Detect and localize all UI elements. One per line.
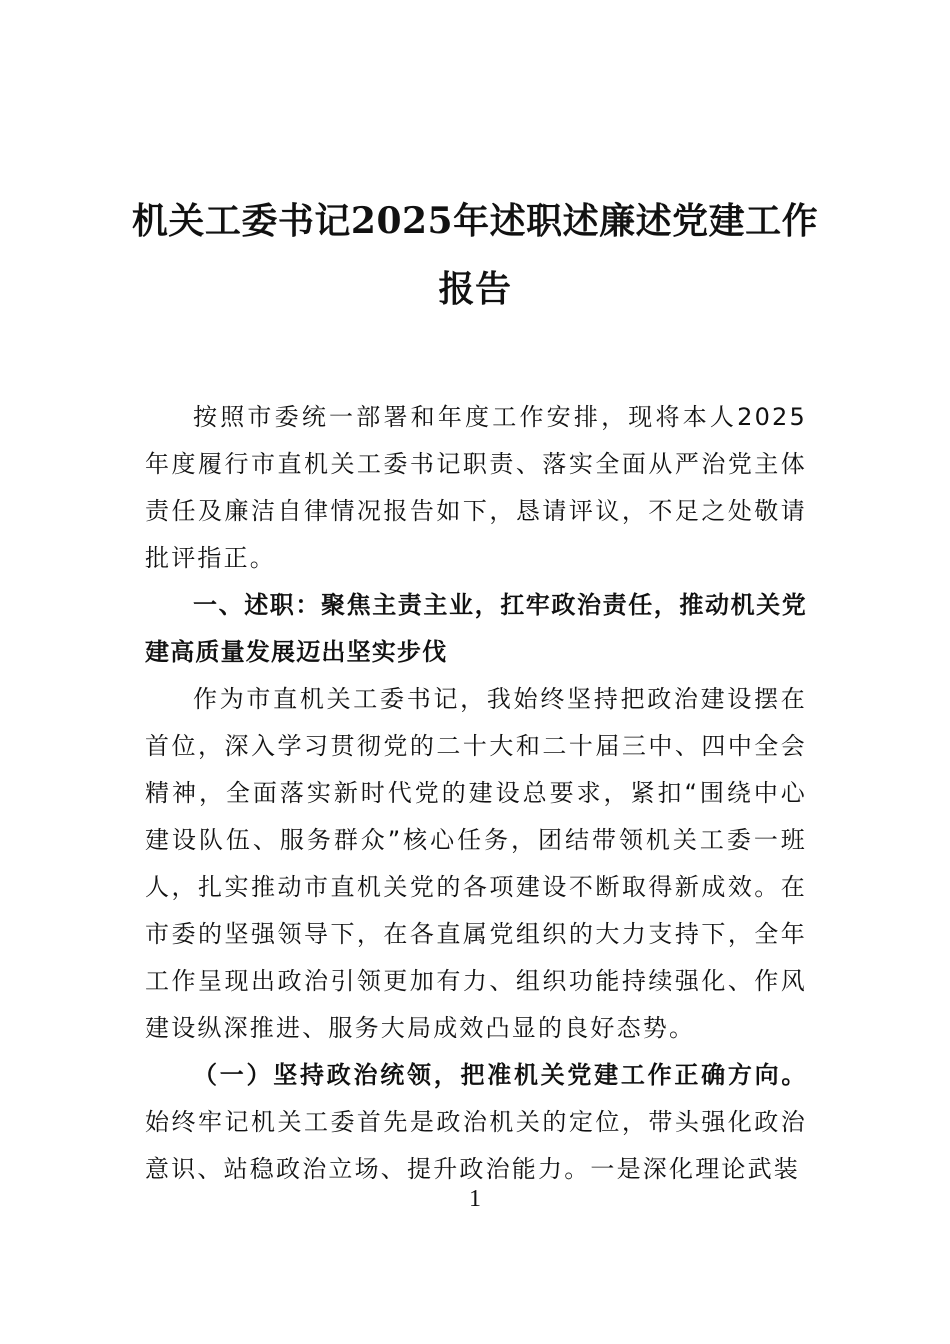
document-title-line2: 报告 — [438, 268, 512, 310]
subsection1-body: 始终牢记机关工委首先是政治机关的定位，带头强化政治意识、站稳政治立场、提升政治能力。一是深化理论武装 — [145, 1108, 807, 1183]
page-number: 1 — [469, 1186, 481, 1212]
subsection1-paragraph — [145, 1052, 807, 1193]
document-body — [145, 394, 807, 1193]
section1-heading: 一、述职：聚焦主责主业，扛牢政治责任，推动机关党建高质量发展迈出坚实步伐 — [145, 591, 807, 666]
section1-body-paragraph: 作为市直机关工委书记，我始终坚持把政治建设摆在首位，深入学习贯彻党的二十大和二十届三中、四中全会精神，全面落实新时代党的建设总要求，紧扣“围绕中心建设队伍、服务群众”核心任务，团结带领机关工委一班人，扎实推动市直机关党的各项建设不断取得新成效。在市委的坚强领导下，在各直属党组织的大力支持下，全年工作呈现出政治引领更加有力、组织功能持续强化、作风建设纵深推进、服务大局成效凸显的良好态势。 — [145, 685, 807, 1042]
document-title-line1: 机关工委书记2025年述职述廉述党建工作 — [131, 200, 819, 242]
subsection1-heading: （一）坚持政治统领，把准机关党建工作正确方向。 — [193, 1061, 807, 1089]
intro-paragraph: 按照市委统一部署和年度工作安排，现将本人2025年度履行市直机关工委书记职责、落实全面从严治党主体责任及廉洁自律情况报告如下，恳请评议，不足之处敬请批评指正。 — [145, 403, 807, 572]
